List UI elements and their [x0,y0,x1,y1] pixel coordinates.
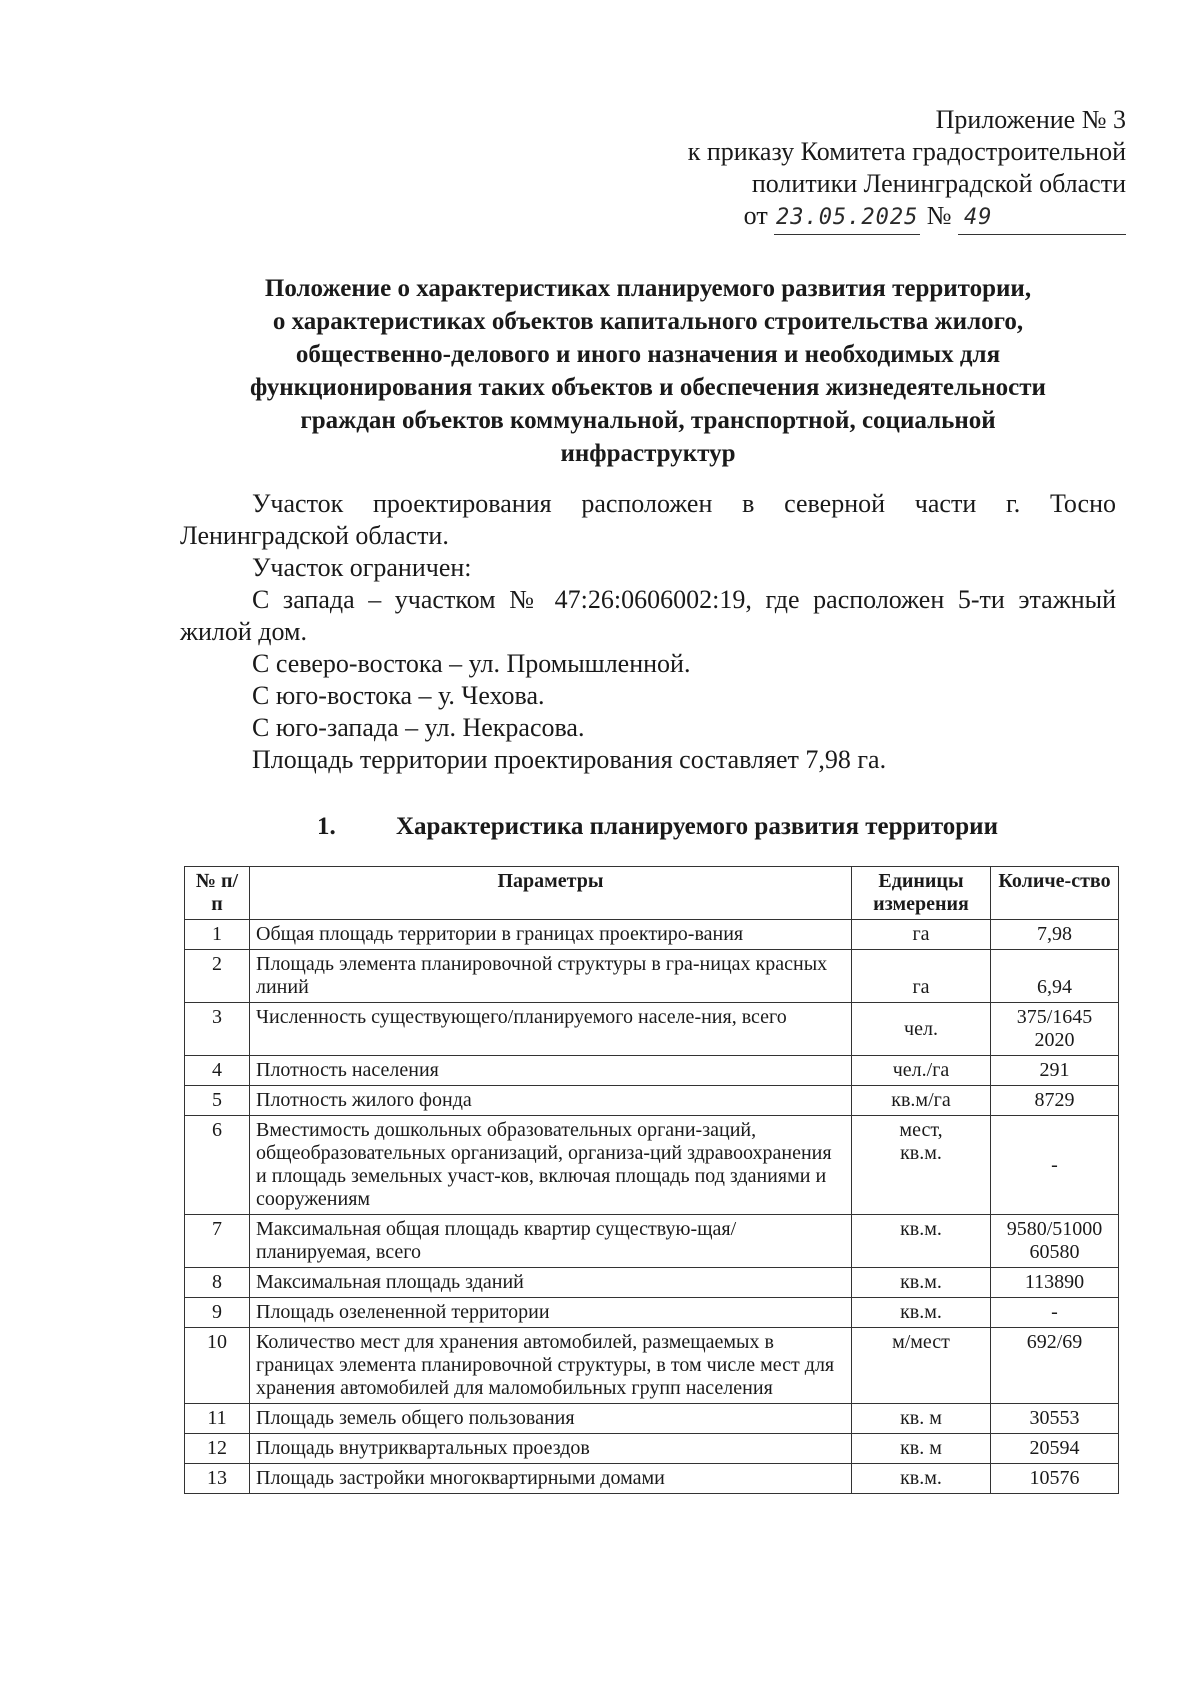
table-header-row [185,867,1119,920]
row-param: Площадь внутриквартальных проездов [250,1434,852,1464]
row-param: Плотность населения [250,1056,852,1086]
row-qty: 692/69 [991,1328,1119,1404]
row-num: 8 [185,1268,250,1298]
table-row [185,1116,1119,1215]
row-qty: - [991,1298,1119,1328]
row-qty [991,1003,1119,1056]
intro-southwest: С юго-запада – ул. Некрасова. [252,713,585,742]
row-qty: 30553 [991,1404,1119,1434]
row-num: 7 [185,1215,250,1268]
row-qty: 10576 [991,1464,1119,1494]
row-param: Количество мест для хранения автомобилей, размещаемых в границах элемента планировочной структуры, в том числе мест для хранения автомобилей для маломобильных групп населения [250,1328,852,1404]
date-field [774,200,920,235]
table-row [185,1268,1119,1298]
row-param: Численность существующего/планируемого населе-ния, всего [250,1003,852,1056]
row-unit-line: мест, [899,1119,943,1141]
row-unit: чел. [852,1003,991,1056]
row-qty: - [991,1116,1119,1215]
row-unit [852,1116,991,1215]
row-unit: кв.м. [852,1215,991,1268]
row-qty: 7,98 [991,920,1119,950]
row-param: Вместимость дошкольных образовательных органи-заций, общеобразовательных организаций, организа-ций здравоохранения и площадь земельных участ-ков, включая площадь под зданиями и сооружениям [250,1116,852,1215]
row-unit: кв. м [852,1434,991,1464]
row-num: 1 [185,920,250,950]
number-field [958,200,1126,235]
table-row [185,1464,1119,1494]
row-unit-line: кв.м. [900,1142,942,1164]
row-num: 6 [185,1116,250,1215]
row-param: Максимальная площадь зданий [250,1268,852,1298]
row-qty: 291 [991,1056,1119,1086]
row-unit: кв.м/га [852,1086,991,1116]
intro-southeast: С юго-востока – у. Чехова. [252,681,545,710]
row-qty: 20594 [991,1434,1119,1464]
row-qty-total: 60580 [1029,1241,1080,1263]
row-unit: чел./га [852,1056,991,1086]
table-row [185,1434,1119,1464]
row-num: 12 [185,1434,250,1464]
table-row [185,1003,1119,1056]
row-unit: кв.м. [852,1298,991,1328]
row-num: 9 [185,1298,250,1328]
table-row [185,1298,1119,1328]
row-unit: кв.м. [852,1464,991,1494]
table-row [185,1215,1119,1268]
section-number: 1. [317,813,336,840]
appendix-order-line: к приказу Комитета градостроительной [687,137,1126,166]
document-title [180,272,1116,470]
appendix-header [688,104,1126,235]
row-param: Максимальная общая площадь квартир существую-щая/планируемая, всего [250,1215,852,1268]
row-num: 3 [185,1003,250,1056]
row-num: 2 [185,950,250,1003]
row-param: Площадь озелененной территории [250,1298,852,1328]
row-qty [991,1215,1119,1268]
date-prefix: от [743,201,768,230]
row-num: 13 [185,1464,250,1494]
row-param: Площадь застройки многоквартирными домами [250,1464,852,1494]
intro-area: Площадь территории проектирования составляет 7,98 га. [252,745,887,774]
number-label: № [926,201,952,230]
intro-west: С запада – участком № 47:26:0606002:19, где расположен 5-ти этажный жилой дом. [180,585,1116,646]
appendix-date-line [688,200,1126,235]
title-line: инфраструктур [560,440,736,467]
row-qty-line: 9580/51000 [1006,1218,1103,1240]
row-param: Плотность жилого фонда [250,1086,852,1116]
row-qty-line: 375/1645 [1016,1006,1093,1028]
row-qty-total: 2020 [1034,1029,1075,1051]
header-unit: Единицы измерения [852,867,991,920]
table-row [185,950,1119,1003]
table-row [185,1404,1119,1434]
row-num: 5 [185,1086,250,1116]
row-unit: кв.м. [852,1268,991,1298]
row-num: 4 [185,1056,250,1086]
row-qty: 8729 [991,1086,1119,1116]
title-line: о характеристиках объектов капитального строительства жилого, [272,308,1024,335]
row-unit: га [852,920,991,950]
title-line: функционирования таких объектов и обеспечения жизнедеятельности [250,374,1046,401]
title-line: граждан объектов коммунальной, транспортной, социальной [300,407,996,434]
row-param: Площадь элемента планировочной структуры в гра-ницах красных линий [250,950,852,1003]
intro-bounded: Участок ограничен: [252,553,472,582]
header-qty: Количе-ство [991,867,1119,920]
table-row [185,920,1119,950]
date-value: 23.05.2025 [775,205,919,230]
parameters-table [184,866,1119,1494]
row-qty: 113890 [991,1268,1119,1298]
row-num: 10 [185,1328,250,1404]
header-params: Параметры [250,867,852,920]
intro-location: Участок проектирования расположен в северной части г. Тосно Ленинградской области. [180,489,1116,550]
row-param: Площадь земель общего пользования [250,1404,852,1434]
row-unit: га [852,950,991,1003]
appendix-committee-line: политики Ленинградской области [751,169,1126,198]
title-line: общественно-делового и иного назначения и необходимых для [295,341,1001,368]
title-line: Положение о характеристиках планируемого развития территории, [264,275,1032,302]
header-num: № п/п [185,867,250,920]
number-value: 49 [964,205,993,230]
section-title: Характеристика планируемого развития территории [396,813,998,840]
row-param: Общая площадь территории в границах проектиро-вания [250,920,852,950]
table-row [185,1056,1119,1086]
row-num: 11 [185,1404,250,1434]
table-row [185,1328,1119,1404]
row-unit: м/мест [852,1328,991,1404]
intro-northeast: С северо-востока – ул. Промышленной. [252,649,691,678]
row-qty: 6,94 [991,950,1119,1003]
intro-text [180,488,1116,776]
appendix-number: Приложение № 3 [935,105,1126,134]
table-row [185,1086,1119,1116]
row-unit: кв. м [852,1404,991,1434]
